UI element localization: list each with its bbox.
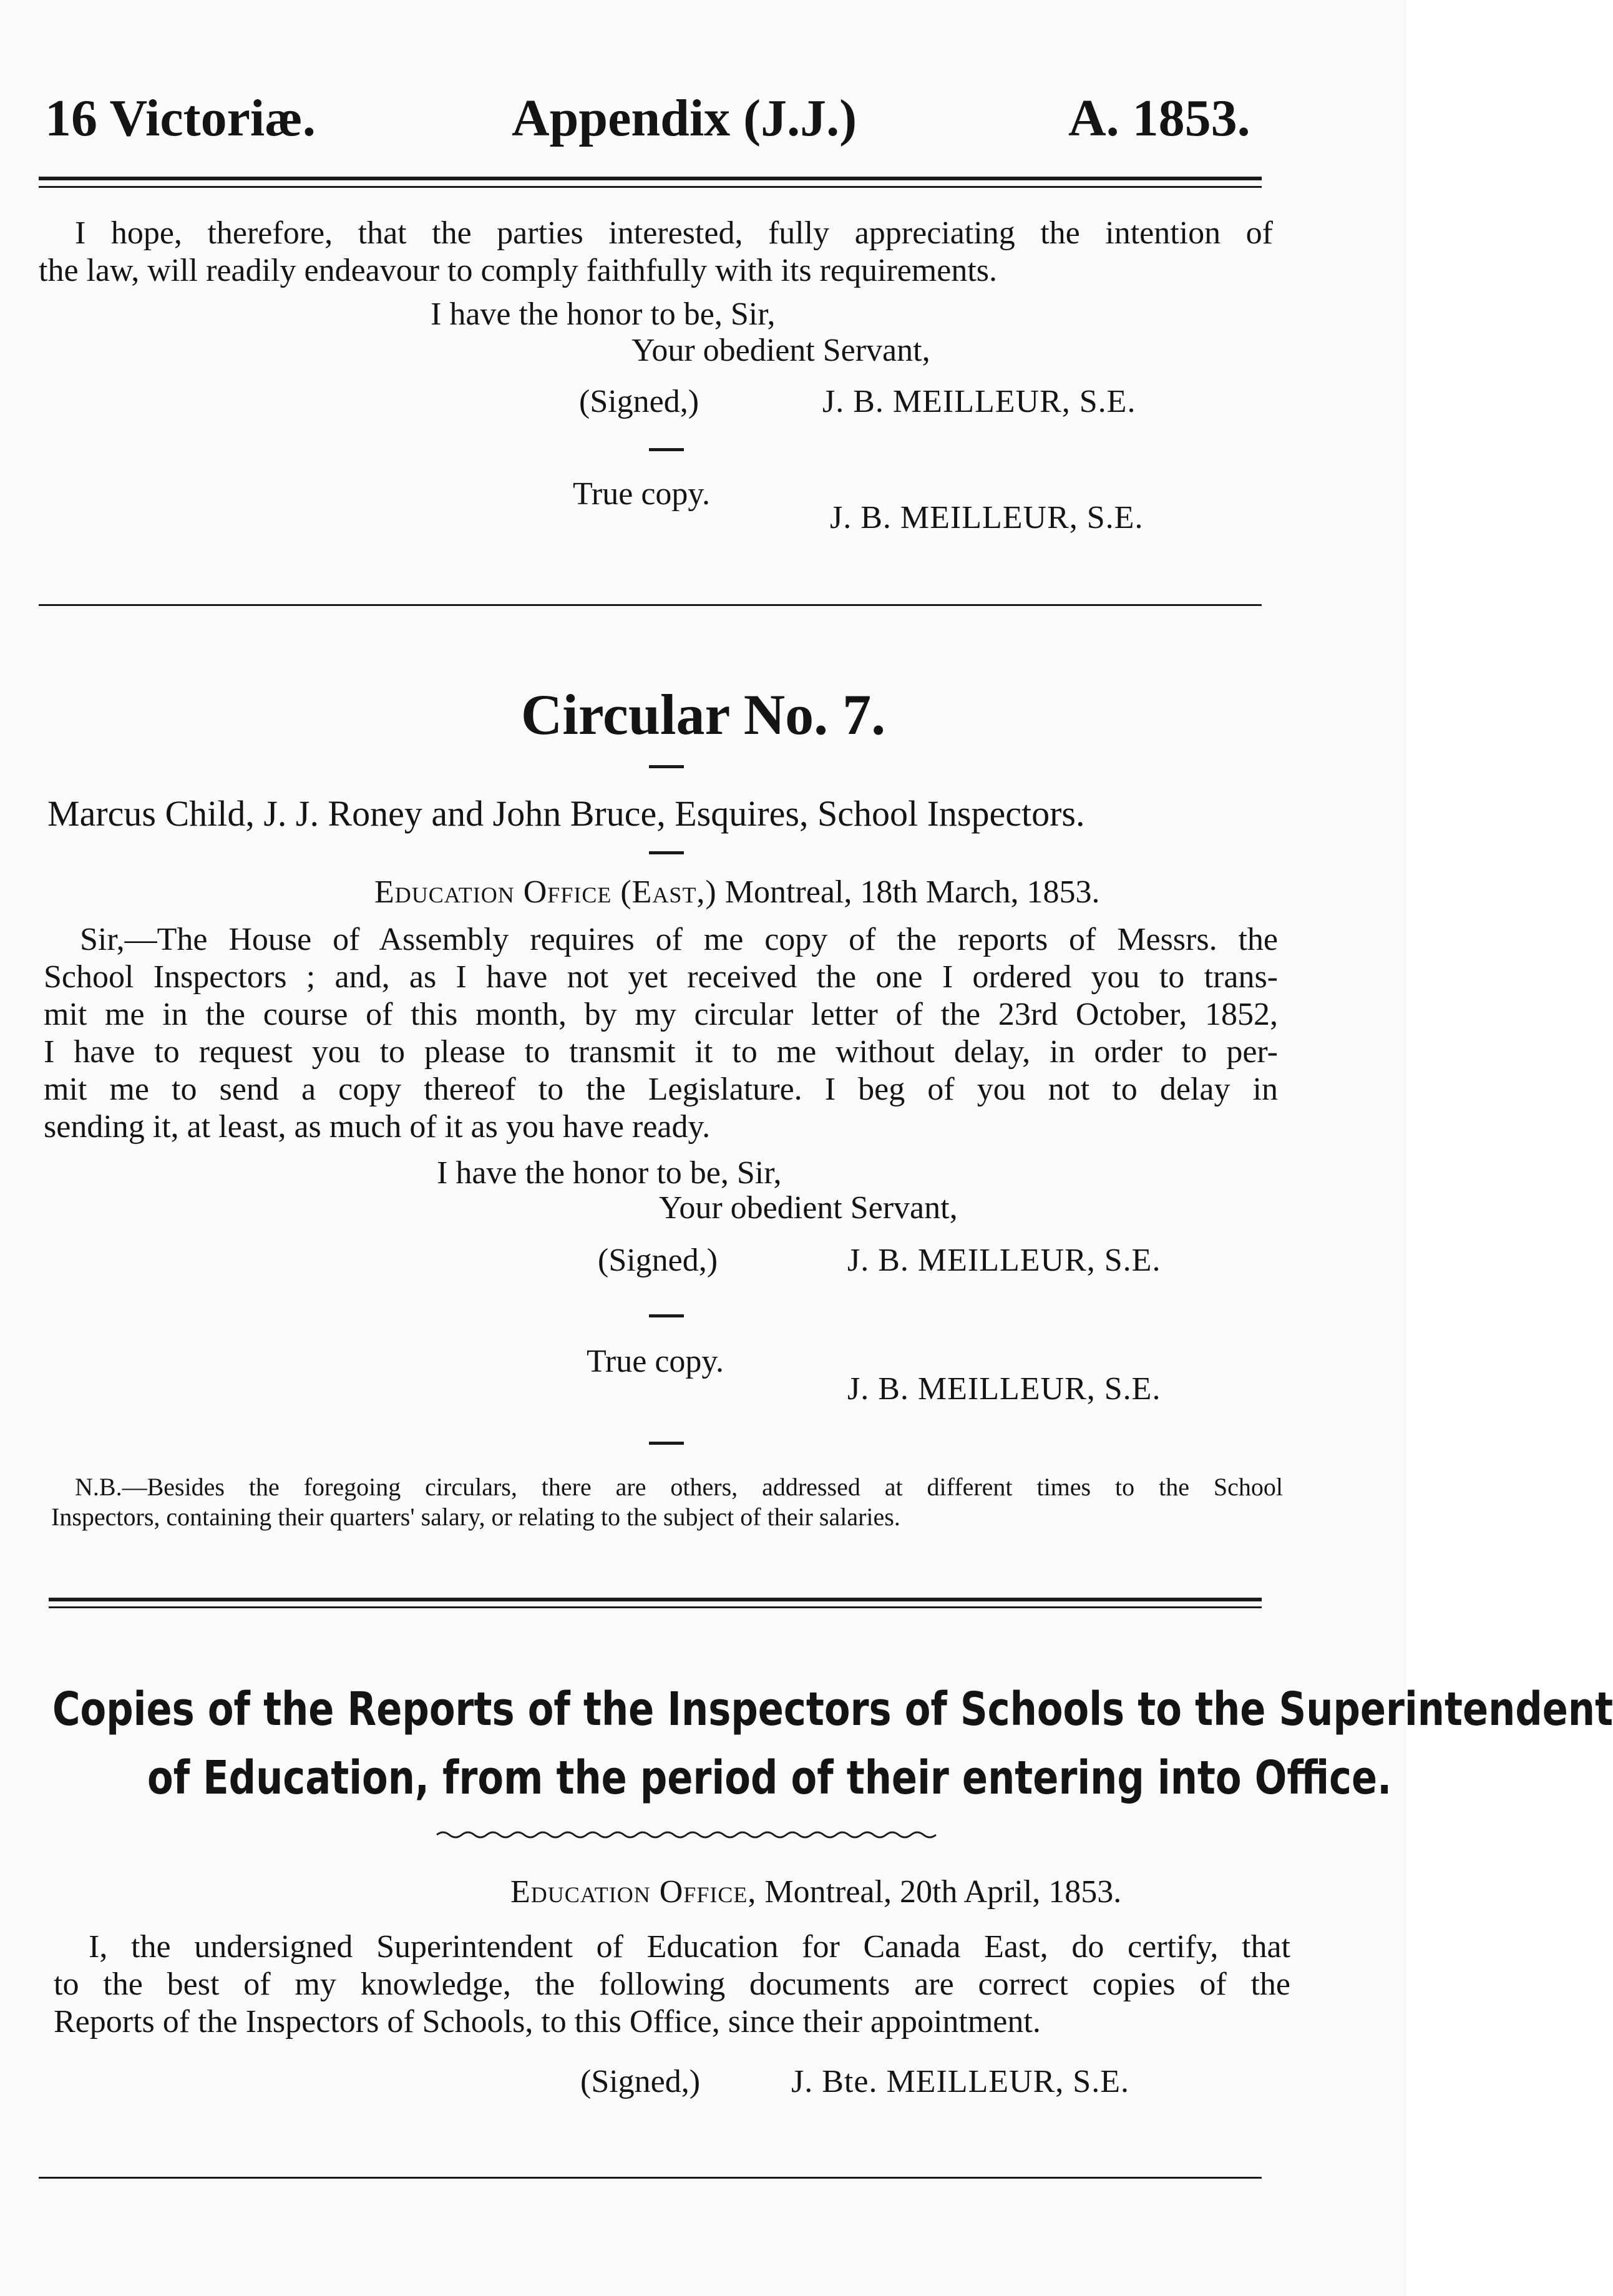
letter-closing-2: Your obedient Servant,: [631, 333, 930, 368]
circular-addressee: Marcus Child, J. J. Roney and John Bruce, Esquires, School Inspectors.: [47, 793, 1085, 834]
reports-dateline-rest: Montreal, 20th April, 1853.: [764, 1874, 1122, 1910]
circular-line-5: mit me to send a copy thereof to the Legislature. I beg of you not to delay in: [44, 1072, 1278, 1107]
ornamental-wavy-rule: [437, 1829, 936, 1841]
circular-line-3: mit me in the course of this month, by my circular letter of the 23rd October, 1852,: [44, 997, 1278, 1032]
circular-title: Circular No. 7.: [520, 683, 886, 746]
section-rule-1: [39, 604, 1262, 606]
reports-line-2: to the best of my knowledge, the following documents are correct copies of the: [54, 1966, 1290, 2002]
circular-line-2: School Inspectors ; and, as I have not yet received the one I ordered you to trans-: [44, 959, 1278, 995]
letter-line-1: I hope, therefore, that the parties interested, fully appreciating the intention of: [75, 215, 1273, 251]
header-left: 16 Victoriæ.: [45, 89, 316, 147]
letter-signed-name: J. B. MEILLEUR, S.E.: [822, 384, 1136, 419]
circular-end-dash: [649, 1442, 684, 1445]
reports-signed-name: J. Bte. MEILLEUR, S.E.: [791, 2064, 1129, 2099]
page-bottom-rule: [39, 2177, 1262, 2179]
letter-line-2: the law, will readily endeavour to comply faithfully with its requirements.: [39, 253, 998, 288]
circular-line-4: I have to request you to please to transmit it to me without delay, in order to per-: [44, 1034, 1278, 1070]
reports-line-3: Reports of the Inspectors of Schools, to this Office, since their appointment.: [54, 2004, 1041, 2040]
reports-heading-line-1: Copies of the Reports of the Inspectors of Schools to the Superintendent: [52, 1683, 1613, 1736]
section-rule-2-top: [49, 1598, 1262, 1601]
circular-signed-dash: [649, 1314, 684, 1317]
circular-dateline-office: Education Office (East,): [374, 874, 717, 910]
letter-dash: [649, 448, 684, 451]
circular-true-copy: True copy.: [587, 1344, 724, 1379]
section-rule-2-bottom: [49, 1606, 1262, 1608]
letter-true-copy: True copy.: [573, 476, 711, 512]
circular-closing-2: Your obedient Servant,: [659, 1190, 958, 1226]
letter-signed-label: (Signed,): [579, 384, 699, 419]
note-line-1: N.B.—Besides the foregoing circulars, there are others, addressed at different times to the School: [75, 1473, 1283, 1501]
note-line-2: Inspectors, containing their quarters' salary, or relating to the subject of their salaries.: [51, 1503, 900, 1531]
header-rule-top: [39, 177, 1262, 180]
reports-heading-line-2: of Education, from the period of their entering into Office.: [147, 1751, 1392, 1805]
header-center: Appendix (J.J.): [512, 89, 857, 147]
circular-line-6: sending it, at least, as much of it as you have ready.: [44, 1109, 711, 1145]
reports-dateline: [510, 1873, 1121, 1911]
letter-true-copy-name: J. B. MEILLEUR, S.E.: [830, 500, 1144, 535]
reports-dateline-office: Education Office,: [510, 1874, 757, 1910]
circular-signed-name: J. B. MEILLEUR, S.E.: [847, 1243, 1161, 1278]
circular-line-1: Sir,—The House of Assembly requires of me copy of the reports of Messrs. the: [80, 922, 1278, 957]
circular-signed-label: (Signed,): [598, 1243, 718, 1278]
circular-dateline: [374, 874, 1100, 911]
circular-addressee-dash: [649, 851, 684, 854]
letter-closing-1: I have the honor to be, Sir,: [431, 296, 776, 332]
header-right: A. 1853.: [1068, 89, 1250, 147]
circular-true-copy-name: J. B. MEILLEUR, S.E.: [847, 1371, 1161, 1407]
reports-line-1: I, the undersigned Superintendent of Education for Canada East, do certify, that: [89, 1929, 1290, 1965]
circular-title-dash: [649, 765, 684, 768]
circular-dateline-rest: Montreal, 18th March, 1853.: [724, 874, 1100, 910]
header-rule-bottom: [39, 186, 1262, 188]
reports-signed-label: (Signed,): [580, 2064, 701, 2099]
circular-closing-1: I have the honor to be, Sir,: [437, 1155, 782, 1191]
